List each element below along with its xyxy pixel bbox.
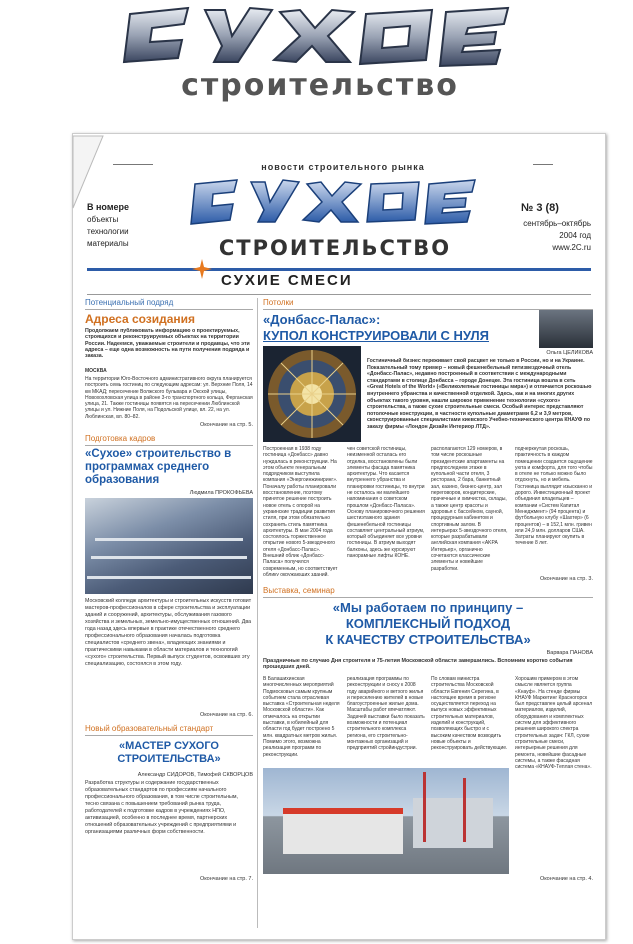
article-col: реализация программы по реконструкции и сносу к 2008 году аварийного и ветхого жилья и переселению жителей в новые благоустроенные жилые дома. Масштабы работ впечатляют. Задачей выставки было показать возможности и потенциал строительного комплекса региона, его строительно-монтажных организаций и предприятий стройиндустрии. <box>347 676 425 752</box>
in-issue-list <box>87 214 129 250</box>
right-column <box>263 298 593 930</box>
newspaper-page <box>72 133 606 940</box>
dome-graphic <box>263 346 361 442</box>
article-col: По словам министра строительства Московской области Евгения Серегина, в настоящее время в регионе осуществляется переход на выпуск новых эффективных строительных материалов, изделий и конструкций, позволяющих быстро и с высоким качеством возводить новые объекты и реконструировать действующие. <box>431 676 508 752</box>
in-issue-item: объекты <box>87 215 119 224</box>
article-author: Александр СИДОРОВ, Тимофей СКВОРЦОВ <box>137 772 253 778</box>
issue-year: 2004 год <box>559 231 591 240</box>
continued-note: Окончание на стр. 3. <box>539 576 593 582</box>
continued-note: Окончание на стр. 5. <box>199 422 253 428</box>
paper-topline: новости строительного рынка <box>153 162 533 172</box>
masthead-word: СТРОИТЕЛЬСТВО <box>218 236 452 260</box>
article-title-b: КУПОЛ КОНСТРУИРОВАЛИ С НУЛЯ <box>263 328 490 343</box>
article-lead: Гостиничный бизнес переживает свой расцвет не только в России, но и на Украине. Показательный тому пример – новый фешенебельный пятизвездочный отель «Донбасс-Палас», недавно построенный в соответствии с международными стандартами в столице Донбасса – городе Донецке. Эта гостиница вошла в сеть «Great Hotels of the World» («Великолепные гостиницы мира») и отличается роскошью внутреннего убранства и качественной отделкой. Здесь, как и на многих других объектах такого уровня, нашли широкое применение технологии «сухого» строительства, а также сухие строительные смеси. Особый интерес представляют потолочные конструкции, в частности купольные диаметрами 6,2 и 3,9 метров, сконструированные специалистами киевского Учебно-технического центра КНАУФ по заказу фирмы «Лондон Дизайн Интериор ЛТД». <box>367 358 592 430</box>
article-col: В Балашихинская многочисленных мероприятий Подмосковья самым крупным событием стала отраслевая выставка «Строительная неделя Московской области». Как отмечалось на открытии выставки, в юбилейный для области год будет построено 5 млн. квадратных метров жилья. Помимо этого, возможна реализация программ по реконструкции. <box>263 676 340 758</box>
article-title-b: КОМПЛЕКСНЫЙ ПОДХОД <box>345 616 511 631</box>
article-title-a: «Мы работаем по принципу – <box>332 600 524 615</box>
issue-number: № 3 (8) <box>521 202 559 214</box>
masthead-logo <box>185 176 485 234</box>
issue-info <box>505 218 591 254</box>
dome-photo <box>263 346 361 442</box>
continued-note: Окончание на стр. 6. <box>199 712 253 718</box>
article-city: МОСКВА <box>85 368 107 374</box>
site-url: www.2C.ru <box>552 243 591 252</box>
section-banner: СУХИЕ СМЕСИ <box>221 272 353 289</box>
in-issue-title: В номере <box>87 202 129 212</box>
article-author: Варвара ПАНОВА <box>546 650 593 656</box>
article-col: Хорошим примером в этом смысле является группа «Кнауф». На стенде фирмы КНАУФ Маркетинг Красногорск был представлен целый арсенал материалов, изделий, оборудования и комплектных систем для эффективного решения широкого спектра строительных задач: ГКЛ, сухие строительные смеси, интерьерные решения для ремонта, новейшие фасадные системы, а также фасадная система «КНАУФ-Теплая стена». <box>515 676 593 771</box>
article-title: «МАСТЕР СУХОГО СТРОИТЕЛЬСТВА» <box>117 740 221 765</box>
continued-note: Окончание на стр. 7. <box>199 876 253 882</box>
left-column <box>85 298 253 930</box>
column-divider <box>257 298 258 928</box>
classroom-photo <box>85 498 253 594</box>
article-author: Людмила ПРОКОФЬЕВА <box>189 490 253 496</box>
article-body: На территории Юго-Восточного административного округа планируется построить семь гостиниц по следующим адресам: ул. Верхние Поля, 14 км МКАД; пересечение Волжского бульвара и Окской улицы, Новохохловская улица в районе 3-го транспортного кольца, Ферганская улица, 21. Также гостиницы появятся на пересечении Люблинской улицы и ул. Нижние Поля, на Подольской улице, вл. 22, на ул. Люблинская, вл. 80–82. <box>85 376 253 420</box>
section-label: Потенциальный подряд <box>85 298 174 307</box>
brand-tagline: строительство <box>181 68 459 103</box>
article-body: Московский колледж архитектуры и строительных искусств готовит мастеров-профессионалов в сфере строительства и эксплуатации зданий и сооружений, архитектуры, обслуживания газового хозяйства и земельных, земельно-имущественных отношений. Два года назад здесь впервые в практике отечественного среднего профессионального образования началась подготовка специалистов «среднего звена», владеющих знаниями и практическими навыками в области материалов и технологий «сухого» строительства. Первый выпуск студентов, освоивших эту специализацию, состоялся в этом году. <box>85 598 252 667</box>
continued-note: Окончание на стр. 4. <box>539 876 593 882</box>
article-lead: Праздничные по случаю Дня строителя и 75-летия Московской области завершились. Вспомним коротко события прошедших дней. <box>263 658 573 671</box>
issue-date: сентябрь–октябрь <box>523 219 591 228</box>
star-icon <box>191 258 213 280</box>
article-title-c: К КАЧЕСТВУ СТРОИТЕЛЬСТВА» <box>325 632 531 647</box>
in-issue-item: материалы <box>87 239 129 248</box>
article-title-a: «Донбасс-Палас»: <box>263 312 381 327</box>
exhibition-photo <box>263 768 509 874</box>
ceiling-photo-small <box>539 310 593 348</box>
section-label: Подготовка кадров <box>85 434 156 443</box>
in-issue-item: технологии <box>87 227 129 236</box>
folded-corner <box>59 132 119 212</box>
article-title: Адреса созидания <box>85 312 196 326</box>
article-title: «Сухое» строительство в программах среднего образования <box>85 448 232 486</box>
section-label: Выставка, семинар <box>263 586 335 595</box>
article-author: Ольга ЦЕЛИКОВА <box>546 350 593 356</box>
banner-rule-bottom <box>87 294 591 295</box>
section-label: Новый образовательный стандарт <box>85 724 214 733</box>
article-col: чен советской гостиницы, неизменной осталась его отделка, восстановлены были элементы фасада памятника архитектуры. Что касается внутреннего убранства и планировки гостиницы, то внутри не осталось ни малейшего напоминания о советском прошлом «Донбасс-Паласа». Основу планировочного решения шестиэтажного здания фешенебельной гостиницы составляет центральный атриум, который объединяет все уровни гостиницы. В атриум выходят балконы, здесь же курсируют панорамные лифты КОНЕ. <box>347 446 425 560</box>
logo-graphic <box>110 2 520 72</box>
article-col: подчеркнутая роскошь, практичность в каждом помещении создается ощущение уюта и комфорта, для того чтобы в отеле не только можно было отдохнуть, но и мебель. Гостиница выглядит изысканно и дорого. Инвестиционный проект объединил владельцев – компании «Систем Капитал Менеджмент» (94 процента) и футбольную клубу «Шахтер» (6 процентов) – в 152,1 млн. гривен или 24,9 млн. долларов США. Затраты планируют окупить в течение 8 лет. <box>515 446 593 547</box>
article-body: Разработка структуры и содержание государственных образовательных стандартов по профессиям начального профессионального образования, в том числе строительным, тесно связана с повышением требований рынка труда, работодателей к подготовке кадров в учреждениях НПО, активизацией, особенно в последнее время, партнерских отношений образовательных учреждений с предприятиями и организациями различных форм собственности. <box>85 780 238 835</box>
article-col: располагаются 129 номеров, в том числе роскошные президентские апартаменты на предпоследнем этаже в купольной части отеля, 3 ресторана, 2 бара, банкетный зал, казино, бизнес-центр, зал переговоров, кондитерские, прачечные и химчистка, склады, а также центр красоты и здоровья с бассейном, сауной, процедурным кабинетом и спортивным залом. В интерьерах 5-звездочного отеля, которые разрабатывали английская компания «AKPA Интерьер», органично сочетаются классические элементы и новейшие разработки. <box>431 446 508 572</box>
section-label: Потолки <box>263 298 294 307</box>
article-lead: Продолжаем публиковать информацию о проектируемых, строящихся и реконструируемых объектах на территории России. Надеемся, уважаемые строители и продавцы, что эти адреса – еще одна возможность на пути получения подряда и заказа. <box>85 328 250 360</box>
banner-rule <box>87 268 591 271</box>
article-col: Построенная в 1938 году гостиница «Донбасс» давно нуждалась в реконструкции. На этом объекте генеральным подрядчиком выступила компания «Энергоинжиниринг». Поначалу работы планировали восстановление, поэтому принятое решение построить новое отель с опорой на украинские традиции развития стиля, при этом обязательно сохранить стиль памятника архитектуры. В мае 2004 года состоялось торжественное открытие нового 5-звездочного отеля «Донбасс-Палас». Внешний облик «Донбасс-Паласа» получился современным, но соответствует облику окружающих зданий. <box>263 446 338 576</box>
